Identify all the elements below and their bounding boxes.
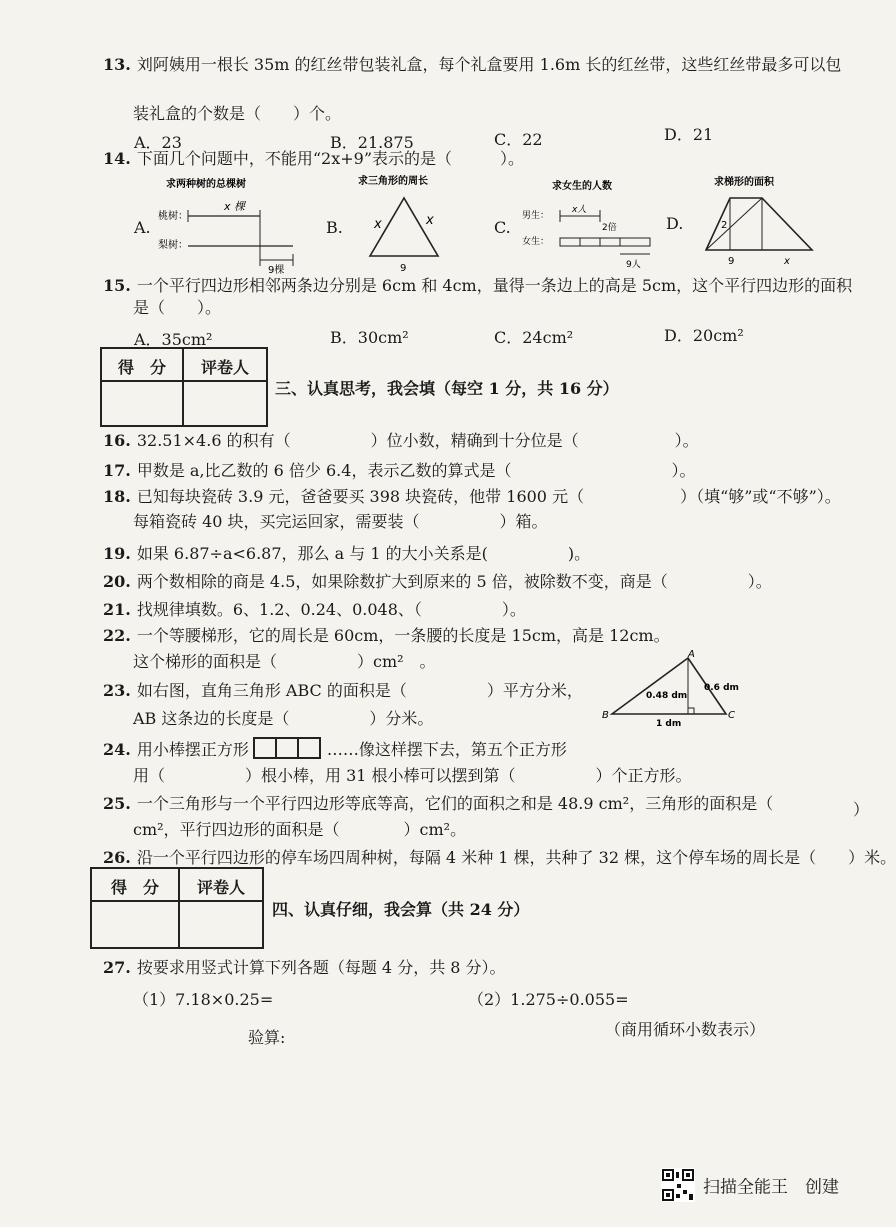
q19-line: 19. 如果 6.87÷a<6.87，那么 a 与 1 的大小关系是( )。 [103, 544, 591, 563]
fig-b-x-left: x [374, 217, 382, 232]
q14-figure-c [522, 172, 662, 272]
grader-label: 评卷人 [200, 358, 249, 377]
q14-option-d-label: D. [666, 214, 684, 233]
q14-figure-b [350, 170, 460, 274]
q27-part1: （1）7.18×0.25= [133, 990, 274, 1009]
q24-line1: 24. 用小棒摆正方形 ……像这样摆下去，第五个正方形 [103, 737, 567, 764]
fig-d-n: 9 [728, 256, 735, 267]
q23-line2: AB 这条边的长度是（ ）分米。 [133, 709, 434, 728]
fig-c-times: 2倍 [602, 223, 617, 233]
fig-b-title: 求三角形的周长 [358, 176, 428, 187]
q23-line1: 23. 如右图，直角三角形 ABC 的面积是（ ）平方分米， [103, 681, 583, 700]
fig-c-row1: 男生： [522, 211, 550, 221]
fig-d-title: 求梯形的面积 [714, 177, 774, 188]
fig-d-x: x [784, 256, 790, 267]
fig-c-x: x人 [572, 205, 587, 215]
q25-line1: 25. 一个三角形与一个平行四边形等底等高，它们的面积之和是 48.9 cm²，三角形的面积是（ [103, 794, 774, 813]
fig-a-x: x 棵 [224, 200, 246, 213]
fig-a-row1: 桃树： [158, 211, 188, 222]
section-4-heading: 四、认真仔细，我会算（共 24 分） [272, 900, 530, 919]
fig-b-n: 9 [400, 263, 407, 274]
grader-label: 评卷人 [196, 878, 245, 897]
scanner-watermark: 扫描全能王 创建 [661, 1168, 839, 1207]
q15-option-b: B．30cm² [330, 328, 409, 347]
section-3-heading: 三、认真思考，我会填（每空 1 分，共 16 分） [275, 379, 619, 398]
ac-label: 0.6 dm [704, 683, 739, 693]
q27-part2: （2）1.275÷0.055= [468, 990, 629, 1009]
q13-option-a: A．23 [134, 133, 182, 152]
q22-line2: 这个梯形的面积是（ ）cm² 。 [133, 652, 436, 671]
q15-line2: 是（ ）。 [133, 298, 222, 317]
q13-option-d: D．21 [664, 125, 714, 144]
q14-option-c-label: C. [494, 218, 511, 237]
score-label: 得 分 [110, 878, 159, 897]
q13-option-b: B．21.875 [330, 133, 414, 152]
q23-triangle-figure [600, 648, 750, 728]
q15-line1: 15. 一个平行四边形相邻两条边分别是 6cm 和 4cm，量得一条边上的高是 5cm，这个平行四边形的面积 [103, 276, 853, 295]
fig-b-x-right: x [426, 213, 434, 228]
q14-option-a-label: A. [134, 218, 151, 237]
fig-a-row2: 梨树： [158, 240, 188, 251]
qr-code-icon [661, 1168, 695, 1207]
q13-line2: 装礼盒的个数是（ ）个。 [133, 104, 342, 123]
score-box-2 [90, 867, 264, 949]
height-label: 0.48 dm [646, 691, 688, 701]
vertex-c: C [728, 710, 735, 721]
q25-line2: cm²，平行四边形的面积是（ ）cm²。 [133, 820, 467, 839]
q13-option-c: C．22 [494, 130, 543, 149]
q15-option-a: A．35cm² [134, 330, 213, 349]
fig-c-n: 9人 [626, 260, 641, 270]
bc-label: 1 dm [656, 719, 682, 729]
q18-line2: 每箱瓷砖 40 块，买完运回家，需要装（ ）箱。 [133, 512, 548, 531]
q14-figure-d [700, 170, 820, 270]
q27-note: （商用循环小数表示） [605, 1020, 766, 1039]
vertex-b: B [602, 710, 609, 721]
q14-line: 14. 下面几个问题中，不能用“2x+9”表示的是（ ）。 [103, 149, 524, 168]
matchstick-squares-icon [253, 737, 323, 764]
q24-line2: 用（ ）根小棒，用 31 根小棒可以摆到第（ ）个正方形。 [133, 766, 692, 785]
q25-close-paren: ） [853, 800, 870, 819]
score-box-1 [100, 347, 268, 427]
q18-line1: 18. 已知每块瓷砖 3.9 元，爸爸要买 398 块瓷砖，他带 1600 元（ ）（填“够”或“不够”）。 [103, 487, 841, 506]
q20-line: 20. 两个数相除的商是 4.5，如果除数扩大到原来的 5 倍，被除数不变，商是（ ）。 [103, 572, 772, 591]
q22-line1: 22. 一个等腰梯形，它的周长是 60cm，一条腰的长度是 15cm，高是 12cm。 [103, 626, 670, 645]
q13-line1: 13. 刘阿姨用一根长 35m 的红丝带包装礼盒，每个礼盒要用 1.6m 长的红丝带，这些红丝带最多可以包 [103, 55, 842, 74]
q21-line: 21. 找规律填数。6、1.2、0.24、0.048、（ ）。 [103, 600, 526, 619]
fig-a-title: 求两种树的总棵树 [166, 179, 246, 190]
fig-a-n: 9棵 [268, 265, 285, 276]
q26-line: 26. 沿一个平行四边形的停车场四周种树，每隔 4 米种 1 棵，共种了 32 棵，这个停车场的周长是（ ）米。 [103, 848, 896, 867]
q14-figure-a [158, 174, 308, 274]
q27-line: 27. 按要求用竖式计算下列各题（每题 4 分，共 8 分）。 [103, 958, 506, 977]
q15-option-c: C．24cm² [494, 328, 574, 347]
q14-option-b-label: B. [326, 218, 343, 237]
score-label: 得 分 [117, 358, 166, 377]
q27-check-label: 验算: [248, 1028, 286, 1047]
fig-d-h: 2 [721, 220, 728, 231]
fig-c-title: 求女生的人数 [552, 181, 612, 192]
fig-c-row2: 女生： [522, 237, 550, 247]
q16-line: 16. 32.51×4.6 的积有（ ）位小数，精确到十分位是（ ）。 [103, 431, 699, 450]
q15-option-d: D．20cm² [664, 326, 744, 345]
vertex-a: A [688, 649, 695, 660]
q17-line: 17. 甲数是 a,比乙数的 6 倍少 6.4，表示乙数的算式是（ ）。 [103, 461, 696, 480]
